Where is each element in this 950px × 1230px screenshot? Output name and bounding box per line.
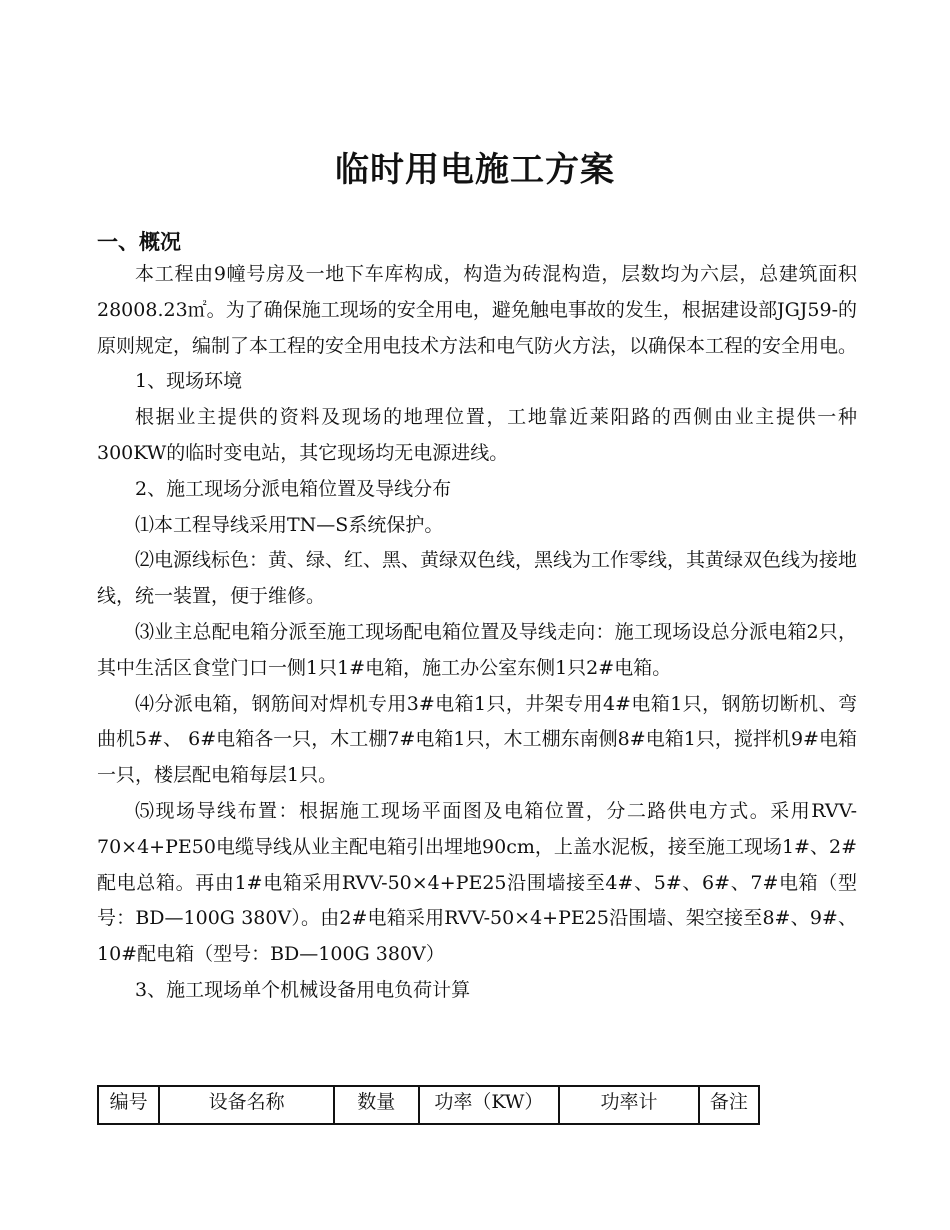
document-body xyxy=(97,257,857,1009)
subheading-load-calculation: 3、施工现场单个机械设备用电负荷计算 xyxy=(135,978,471,1001)
paragraph-item-3: ⑶业主总配电箱分派至施工现场配电箱位置及导线走向：施工现场设总分派电箱2只，其中生活区食堂门口一侧1只1#电箱，施工办公室东侧1只2#电箱。 xyxy=(97,620,857,679)
paragraph-item-1: ⑴本工程导线采用TN—S系统保护。 xyxy=(135,513,444,536)
paragraph-site-environment: 根据业主提供的资料及现场的地理位置，工地靠近莱阳路的西侧由业主提供一种300KW的临时变电站，其它现场均无电源进线。 xyxy=(97,406,857,464)
document-title: 临时用电施工方案 xyxy=(335,150,615,190)
paragraph-project-overview: 本工程由9幢号房及一地下车库构成，构造为砖混构造，层数均为六层，总建筑面积28008.23㎡。为了确保施工现场的安全用电，避免触电事故的发生，根据建设部JGJ59-的原则规定，编制了本工程的安全用电技术方法和电气防火方法，以确保本工程的安全用电。 xyxy=(97,263,858,357)
table-header-cell: 数量 xyxy=(334,1086,419,1124)
paragraph-item-5: ⑸现场导线布置：根据施工现场平面图及电箱位置，分二路供电方式。采用RVV-70×4+PE50电缆导线从业主配电箱引出埋地90cm，上盖水泥板，接至施工现场1#、2#配电总箱。再由1#电箱采用RVV-50×4+PE25沿围墙接至4#、5#、6#、7#电箱（型号：BD—100G 380V）。由2#电箱采用RVV-50×4+PE25沿围墙、架空接至8#、9#、10#配电箱（型号：BD—100G 380V） xyxy=(97,799,857,966)
load-table xyxy=(97,1085,760,1125)
subheading-distribution-boxes: 2、施工现场分派电箱位置及导线分布 xyxy=(135,477,452,500)
table-header-row xyxy=(98,1086,759,1124)
paragraph-item-4: ⑷分派电箱，钢筋间对焊机专用3#电箱1只，井架专用4#电箱1只，钢筋切断机、弯曲机5#、 6#电箱各一只，木工棚7#电箱1只，木工棚东南侧8#电箱1只，搅拌机9#电箱一只，楼层配电箱每层1只。 xyxy=(97,692,857,787)
subheading-site-environment: 1、现场环境 xyxy=(135,370,243,393)
paragraph-item-2: ⑵电源线标色：黄、绿、红、黑、黄绿双色线，黑线为工作零线，其黄绿双色线为接地线，统一装置，便于维修。 xyxy=(97,549,858,608)
load-table-container xyxy=(97,1085,762,1125)
table-header-cell: 功率计 xyxy=(559,1086,698,1124)
section-heading-overview: 一、概况 xyxy=(97,230,181,254)
table-header-cell: 设备名称 xyxy=(159,1086,334,1124)
table-header-cell: 备注 xyxy=(699,1086,759,1124)
table-header-cell: 编号 xyxy=(98,1086,159,1124)
table-header-cell: 功率（KW） xyxy=(419,1086,560,1124)
